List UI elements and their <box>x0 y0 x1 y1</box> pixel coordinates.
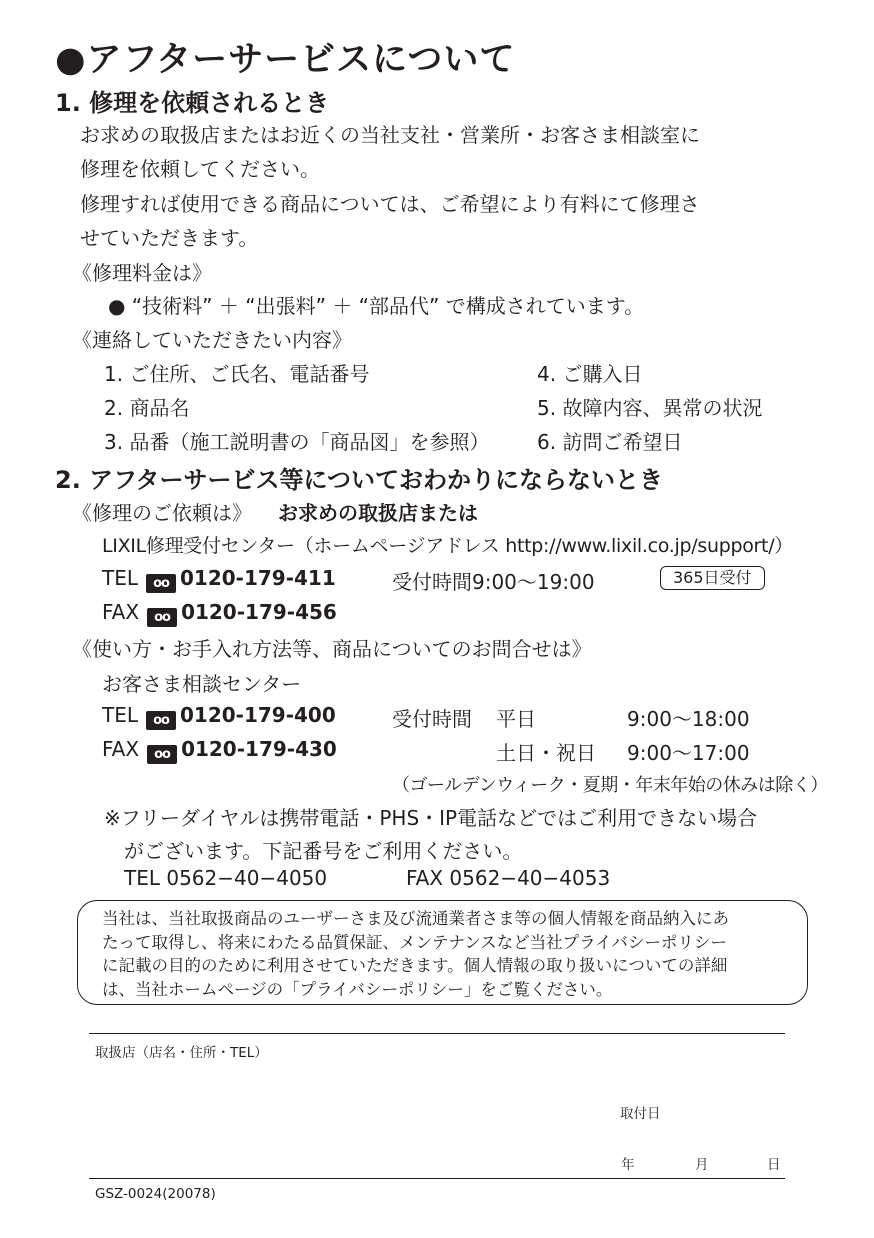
fee-label: 《修理料金は》 <box>72 261 212 285</box>
consult-fax-number: 0120-179-430 <box>181 737 337 761</box>
holiday-note: （ゴールデンウィーク・夏期・年末年始の休みは除く） <box>392 775 828 796</box>
freedial-icon: oo <box>147 745 177 764</box>
form-bottom-rule <box>89 1178 785 1179</box>
repair-tel-number: 0120-179-411 <box>180 566 336 590</box>
privacy-line: は、当社ホームページの「プライバシーポリシー」をご覧ください。 <box>102 979 613 999</box>
privacy-line: 当社は、当社取扱商品のユーザーさま及び流通業者さま等の個人情報を商品納入にあ <box>102 909 729 928</box>
consult-tel-row <box>102 703 336 730</box>
section1-line: 修理を依頼してください。 <box>80 157 320 181</box>
section1-line: お求めの取扱店またはお近くの当社支社・営業所・お客さま相談室に <box>80 123 700 147</box>
weekend-label: 土日・祝日 <box>496 741 596 765</box>
section2-heading: 2. アフターサービス等についておわかりにならないとき <box>55 466 664 494</box>
page-title: ●アフターサービスについて <box>55 40 516 80</box>
contact-item: 2. 商品名 <box>104 396 190 420</box>
365-badge: 365日受付 <box>660 566 765 590</box>
consult-hours-label: 受付時間 <box>392 707 472 731</box>
fax-label: FAX <box>102 600 140 624</box>
month-label: 月 <box>695 1157 709 1173</box>
form-top-rule <box>89 1033 785 1034</box>
contact-item: 3. 品番（施工説明書の「商品図」を参照） <box>104 430 490 454</box>
alt-fax: FAX 0562−40−4053 <box>406 866 611 890</box>
year-label: 年 <box>621 1157 635 1173</box>
doc-code: GSZ-0024(20078) <box>95 1186 216 1202</box>
freedial-icon: oo <box>146 574 176 593</box>
alt-tel: TEL 0562−40−4050 <box>124 866 328 890</box>
weekday-label: 平日 <box>496 707 536 731</box>
privacy-line: たって取得し、将来にわたる品質保証、メンテナンスなど当社プライバシーポリシー <box>102 932 727 952</box>
consult-fax-row <box>102 737 337 764</box>
privacy-notice <box>77 900 808 1005</box>
freedial-icon: oo <box>146 711 176 730</box>
center-line: LIXIL修理受付センター（ホームページアドレス http://www.lixil.co.jp/support/） <box>102 535 794 557</box>
freedial-note: ※フリーダイヤルは携帯電話・PHS・IP電話などではご利用できない場合 <box>104 806 758 830</box>
repair-fax-number: 0120-179-456 <box>181 600 337 624</box>
weekend-hours: 9:00～17:00 <box>627 741 750 765</box>
day-label: 日 <box>767 1157 781 1173</box>
usage-label: 《使い方・お手入れ方法等、商品についてのお問合せは》 <box>72 637 592 661</box>
contact-label: 《連絡していただきたい内容》 <box>72 328 352 352</box>
install-date-label: 取付日 <box>620 1106 661 1122</box>
privacy-line: に記載の目的のために利用させていただきます。個人情報の取り扱いについての詳細 <box>102 956 728 975</box>
section1-line: せていただきます。 <box>80 226 259 250</box>
repair-label: 《修理のご依頼は》 <box>72 501 252 525</box>
contact-item: 1. ご住所、ご氏名、電話番号 <box>104 362 370 386</box>
contact-item: 4. ご購入日 <box>537 362 643 386</box>
repair-tel-row <box>102 566 336 593</box>
repair-text: お求めの取扱店または <box>278 501 478 525</box>
tel-label: TEL <box>102 566 138 590</box>
section1-line: 修理すれば使用できる商品については、ご希望により有料にて修理さ <box>80 192 700 216</box>
repair-hours: 受付時間9:00～19:00 <box>392 570 595 594</box>
weekday-hours: 9:00～18:00 <box>627 707 750 731</box>
consult-tel-number: 0120-179-400 <box>180 703 336 727</box>
dealer-label: 取扱店（店名・住所・TEL） <box>95 1045 268 1061</box>
section1-heading: 1. 修理を依頼されるとき <box>55 89 330 117</box>
freedial-note: がございます。下記番号をご利用ください。 <box>124 839 523 863</box>
repair-fax-row <box>102 600 337 627</box>
contact-item: 5. 故障内容、異常の状況 <box>537 396 763 420</box>
tel-label: TEL <box>102 703 138 727</box>
freedial-icon: oo <box>147 608 177 627</box>
consult-center: お客さま相談センター <box>102 672 302 696</box>
fax-label: FAX <box>102 737 140 761</box>
contact-item: 6. 訪問ご希望日 <box>537 430 683 454</box>
fee-text: ● “技術料” ＋ “出張料” ＋ “部品代” で構成されています。 <box>108 294 645 318</box>
